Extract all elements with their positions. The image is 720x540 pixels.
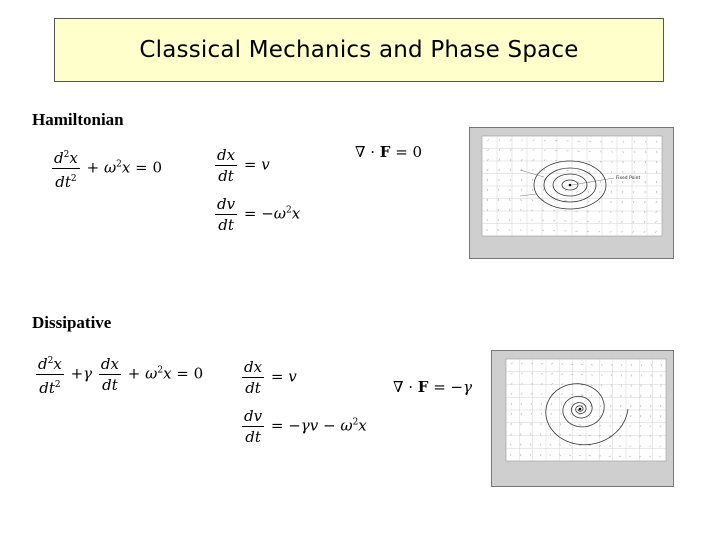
hamiltonian-divergence-equation: ∇ · F = 0 [355, 143, 423, 161]
dissipative-label: Dissipative [32, 313, 112, 332]
hamiltonian-phase-portrait [469, 127, 674, 259]
hamiltonian-dvdt-equation: $\frac{dv}{dt}$ = $-\omega^2x$ [217, 195, 301, 234]
fixed-point-label: Fixed Point [616, 176, 641, 181]
hamiltonian-divergence-value: 0 [412, 143, 423, 161]
dissipative-dvdt-equation: $\frac{dv}{dt}$ = $-\gamma v - \omega^2x$ [244, 407, 367, 446]
dissipative-dxdt-equation: $\frac{dx}{dt}$ = v [244, 358, 297, 397]
dissipative-divergence-equation: ∇ · F = −γ [393, 378, 473, 396]
attractor-point [579, 408, 582, 411]
slide-title: Classical Mechanics and Phase Space [139, 37, 579, 63]
hamiltonian-dxdt-equation: $\frac{dx}{dt}$ = v [217, 146, 270, 185]
dissipative-divergence-value: −γ [450, 378, 473, 396]
hamiltonian-label: Hamiltonian [32, 110, 124, 129]
dissipative-equation-of-motion: $\frac{d^2x}{dt^2}$ +γ $\frac{dx}{dt}$ + $\omega^2x = 0$ [34, 352, 203, 397]
fixed-point-marker [569, 184, 572, 187]
hamiltonian-phase-plot-svg [470, 128, 673, 258]
dissipative-phase-portrait [491, 350, 674, 487]
dissipative-phase-plot-svg [492, 351, 673, 486]
slide-title-box [54, 18, 664, 82]
hamiltonian-equation-of-motion: $\frac{d^2x}{dt^2}$ + $\omega^2x = 0$ [50, 146, 162, 191]
